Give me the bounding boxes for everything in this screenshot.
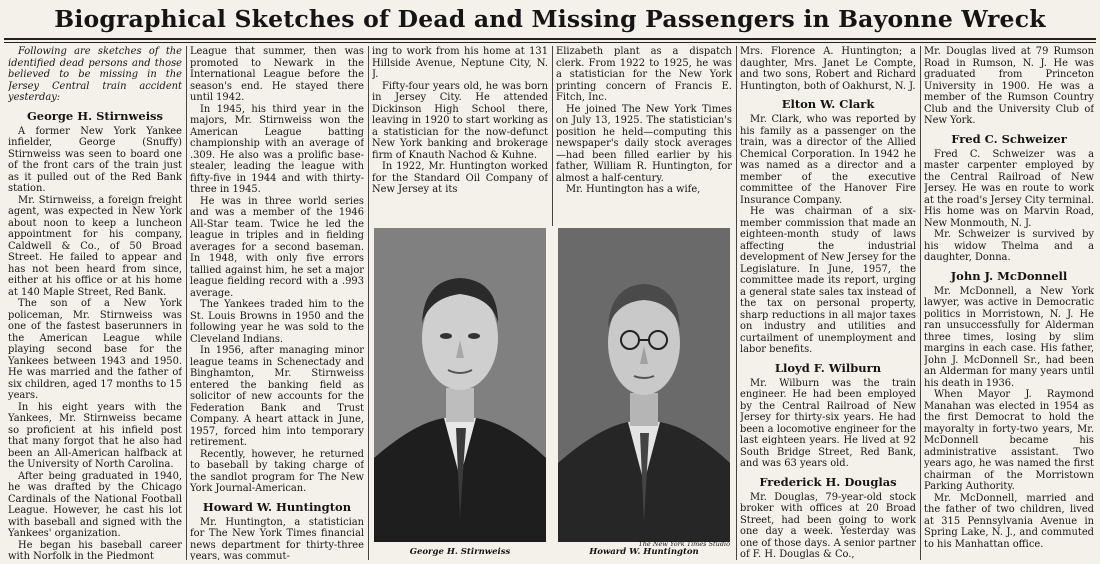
top-rule xyxy=(4,38,1096,40)
heading-huntington: Howard W. Huntington xyxy=(202,499,352,514)
column-rule xyxy=(736,46,737,560)
paragraph: Fifty-four years old, he was born in Jersey City. He attended Dickinson High School there, leaving in 1920 to start working as a statistician for the now-defunct New York banking and brokerage firm of Knauth Nachod & Kuhne. xyxy=(372,80,548,161)
portrait-stirnweiss-image xyxy=(374,228,546,542)
column-2 xyxy=(190,46,364,560)
photo-stirnweiss xyxy=(374,228,546,542)
paragraph: Mr. Schweizer is survived by his widow Thelma and a daughter, Donna. xyxy=(924,229,1094,263)
heading-douglas: Frederick H. Douglas xyxy=(759,474,897,489)
column-rule xyxy=(920,46,921,560)
paragraph: He was chairman of a six-member commission that made an eighteen-month study of laws affecting the industrial development of New Jersey for the Legislature. In June, 1957, the committee made its report, urging a general state sales tax instead of the tax on personal property, sharp reductions in all major taxes on industry and utilities and curtailment of unemployment and labor benefits. xyxy=(740,206,916,355)
paragraph: Mr. McDonnell, a New York lawyer, was active in Democratic politics in Morristown, N. J. He ran unsuccessfully for Alderman three times, losing by slim margins in each case. His father, John J. McDonnell Sr., had been an Alderman for many years until his death in 1936. xyxy=(924,285,1094,389)
photo-credit: The New York Times Studio xyxy=(638,540,730,548)
paragraph: Mr. Clark, who was reported by his family as a passenger on the train, was a director of the Allied Chemical Corporation. In 1942 he was named as a director and a member of the executive committee of the Hanover Fire Insurance Company. xyxy=(740,114,916,206)
paragraph: When Mayor J. Raymond Manahan was elected in 1954 as the first Democrat to hold the mayoralty in forty-two years, Mr. McDonnell became his administrative assistant. Two years ago, he was named the first chairman of the Morristown Parking Authority. xyxy=(924,389,1094,492)
heading-schweizer: Fred C. Schweizer xyxy=(951,131,1067,146)
paragraph: He was in three world series and was a member of the 1946 All-Star team. Twice he led the league in triples and in fielding averages for a second baseman. In 1948, with only five errors tallied against him, he set a major league fielding record with a .993 average. xyxy=(190,195,364,299)
caption-stirnweiss: George H. Stirnweiss xyxy=(409,547,511,557)
column-rule xyxy=(186,46,187,560)
column-5 xyxy=(740,46,916,560)
paragraph: Fred C. Schweizer was a master carpenter employed by the Central Railroad of New Jersey. He was en route to work at the road's Jersey City terminal. His home was on Marvin Road, New Monmouth, N. J. xyxy=(924,148,1094,229)
paragraph: League that summer, then was promoted to Newark in the International League before the season's end. He stayed there until 1942. xyxy=(190,46,364,103)
paragraph: He began his baseball career with Norfolk in the Piedmont xyxy=(8,539,182,560)
paragraph: A former New York Yankee infielder, George (Snuffy) Stirnweiss was seen to board one of the front cars of the train just as it pulled out of the Red Bank station. xyxy=(8,125,182,194)
portrait-huntington-image xyxy=(558,228,730,542)
column-4 xyxy=(556,46,732,226)
paragraph: In 1922, Mr. Huntington worked for the Standard Oil Company of New Jersey at its xyxy=(372,161,548,195)
paragraph: Mr. McDonnell, married and the father of two children, lived at 315 Pennsylvania Avenue in Spring Lake, N. J., and commuted to his Manhattan office. xyxy=(924,492,1094,550)
heading-clark: Elton W. Clark xyxy=(781,97,875,111)
paragraph: Mr. Wilburn was the train engineer. He had been employed by the Central Railroad of New Jersey for thirty-six years. He had been a locomotive engineer for the last eighteen years. He lived at 92 South Bridge Street, Red Bank, and was 63 years old. xyxy=(740,377,916,469)
column-3 xyxy=(372,46,548,226)
paragraph: ing to work from his home at 131 Hillside Avenue, Neptune City, N. J. xyxy=(372,46,548,80)
paragraph: Mr. Douglas, 79-year-old stock broker with offices at 20 Broad Street, had been going to work one day a week. Yesterday was one of those days. A senior partner of F. H. Douglas & Co., xyxy=(740,491,916,560)
caption-huntington: Howard W. Huntington xyxy=(589,547,699,557)
paragraph: In his eight years with the Yankees, Mr. Stirnweiss became so proficient at his infield post that many forgot that he also had been an All-American halfback at the University of North Carolina. xyxy=(8,401,182,470)
paragraph: Mr. Stirnweiss, a foreign freight agent, was expected in New York about noon to keep a luncheon appointment for his company, Caldwell & Co., of 50 Broad Street. He failed to appear and has not been heard from since, either at his office or at his home at 140 Maple Street, Red Bank. xyxy=(8,194,182,298)
top-rule-thin xyxy=(4,42,1096,43)
column-rule xyxy=(552,46,553,226)
heading-wilburn: Lloyd F. Wilburn xyxy=(774,360,882,375)
heading-mcdonnell: John J. McDonnell xyxy=(950,268,1068,283)
paragraph: The son of a New York policeman, Mr. Stirnweiss was one of the fastest baserunners in the American League while playing second base for the Yankees between 1943 and 1950. He was married and the father of six children, aged 17 months to 15 years. xyxy=(8,298,182,401)
paragraph: In 1945, his third year in the majors, Mr. Stirnweiss won the American League batting championship with an average of .309. He also was a prolific base-stealer, leading the league with fifty-five in 1944 and with thirty-three in 1945. xyxy=(190,103,364,195)
intro-text: Following are sketches of the identified dead persons and those believed to be missing in the Jersey Central train accident yesterday: xyxy=(8,46,182,103)
paragraph: He joined The New York Times on July 13, 1925. The statistician's position he held—computing this newspaper's daily stock averages—had been filled earlier by his father, William R. Huntington, for almost a half-century. xyxy=(556,103,732,184)
paragraph: Mr. Douglas lived at 79 Rumson Road in Rumson, N. J. He was graduated from Princeton University in 1900. He was a member of the Rumson Country Club and the University Club of New York. xyxy=(924,46,1094,126)
paragraph: Elizabeth plant as a dispatch clerk. From 1922 to 1925, he was a statistician for the New York printing concern of Francis E. Fitch, Inc. xyxy=(556,46,732,103)
column-6 xyxy=(924,46,1094,560)
paragraph: Recently, however, he returned to baseball by taking charge of the sandlot program for The New York Journal-American. xyxy=(190,448,364,494)
paragraph: Mr. Huntington, a statistician for The New York Times financial news department for thirty-three years, was commut- xyxy=(190,516,364,560)
paragraph: After being graduated in 1940, he was drafted by the Chicago Cardinals of the National Football League. However, he cast his lot with baseball and signed with the Yankees' organization. xyxy=(8,470,182,539)
paragraph: In 1956, after managing minor league teams in Schenectady and Binghamton, Mr. Stirnweiss entered the banking field as solicitor of new accounts for the Federation Bank and Trust Company. A heart attack in June, 1957, forced him into temporary retirement. xyxy=(190,345,364,448)
column-rule xyxy=(368,46,369,560)
paragraph: Mrs. Florence A. Huntington; a daughter, Mrs. Janet Le Compte, and two sons, Robert and Richard Huntington, both of Oakhurst, N. J. xyxy=(740,46,916,92)
headline: Biographical Sketches of Dead and Missing Passengers in Bayonne Wreck xyxy=(54,5,1046,33)
heading-stirnweiss: George H. Stirnweiss xyxy=(26,108,164,123)
paragraph: The Yankees traded him to the St. Louis Browns in 1950 and the following year he was sold to the Cleveland Indians. xyxy=(190,299,364,345)
photo-huntington xyxy=(558,228,730,542)
paragraph: Mr. Huntington has a wife, xyxy=(566,184,701,195)
column-1 xyxy=(8,46,182,560)
